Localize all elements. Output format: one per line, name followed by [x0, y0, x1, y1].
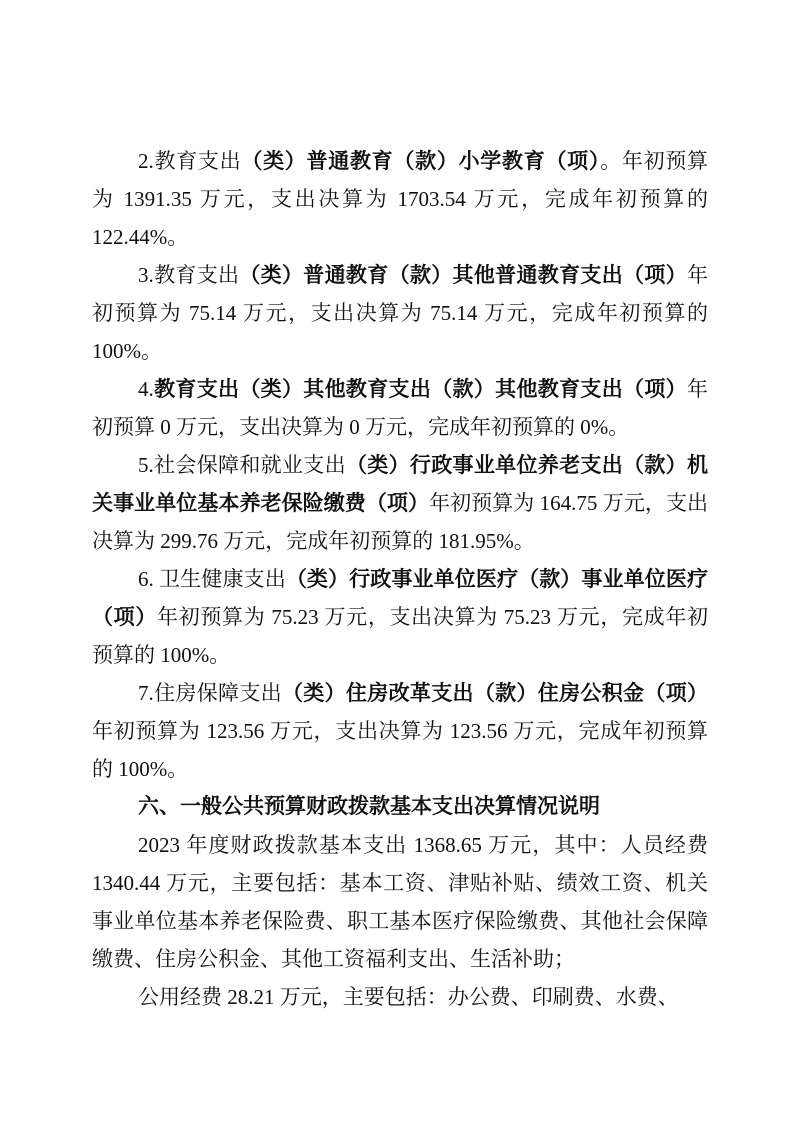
paragraph: [92, 826, 708, 978]
paragraph: [92, 560, 708, 674]
text-segment: 3.教育支出: [138, 263, 240, 287]
text-segment: 六、一般公共预算财政拨款基本支出决算情况说明: [138, 795, 600, 818]
text-segment: 7.住房保障支出: [138, 681, 282, 705]
text-segment: 5.社会保障和就业支出: [138, 453, 346, 477]
document-body: [92, 142, 708, 1016]
text-segment: 教育支出（类）其他教育支出（款）其他教育支出（项）: [153, 377, 687, 401]
text-segment: 4.: [138, 377, 154, 401]
paragraph: [92, 674, 708, 788]
section-heading: [92, 788, 708, 826]
text-segment: 2.教育支出: [138, 149, 242, 173]
paragraph: [92, 142, 708, 256]
text-segment: （类）行政事业单位医疗（款）事业单位医疗（项）: [92, 567, 709, 629]
text-segment: 。年初预算为 1391.35 万元，支出决算为 1703.54 万元，完成年初预算的 122.44%。: [92, 149, 709, 249]
text-segment: （类）普通教育（款）小学教育（项）: [241, 149, 601, 173]
paragraph: [92, 978, 708, 1016]
paragraph: [92, 446, 708, 560]
text-segment: （类）行政事业单位养老支出（款）机关事业单位基本养老保险缴费（项）: [92, 453, 709, 515]
text-segment: 公用经费 28.21 万元，主要包括：办公费、印刷费、水费、: [138, 985, 679, 1009]
text-segment: 年初预算 0 万元，支出决算为 0 万元，完成年初预算的 0%。: [92, 377, 708, 439]
paragraph: [92, 370, 708, 446]
text-segment: 6. 卫生健康支出: [138, 567, 286, 591]
text-segment: 年初预算为 123.56 万元，支出决算为 123.56 万元，完成年初预算的 100%。: [92, 719, 708, 781]
text-segment: （类）普通教育（款）其他普通教育支出（项）: [239, 263, 688, 287]
text-segment: 年初预算为 75.23 万元，支出决算为 75.23 万元，完成年初预算的 100%。: [92, 605, 709, 667]
text-segment: 年初预算为 75.14 万元，支出决算为 75.14 万元，完成年初预算的 100%。: [92, 263, 709, 363]
text-segment: 年初预算为 164.75 万元，支出决算为 299.76 万元，完成年初预算的 181.95%。: [92, 491, 709, 553]
paragraph: [92, 256, 708, 370]
text-segment: 2023 年度财政拨款基本支出 1368.65 万元，其中：人员经费 1340.44 万元，主要包括：基本工资、津贴补贴、绩效工资、机关事业单位基本养老保险费、职工基本医疗保险缴费、其他社会保障缴费、住房公积金、其他工资福利支出、生活补助；: [92, 833, 708, 971]
text-segment: （类）住房改革支出（款）住房公积金（项）: [281, 681, 709, 705]
